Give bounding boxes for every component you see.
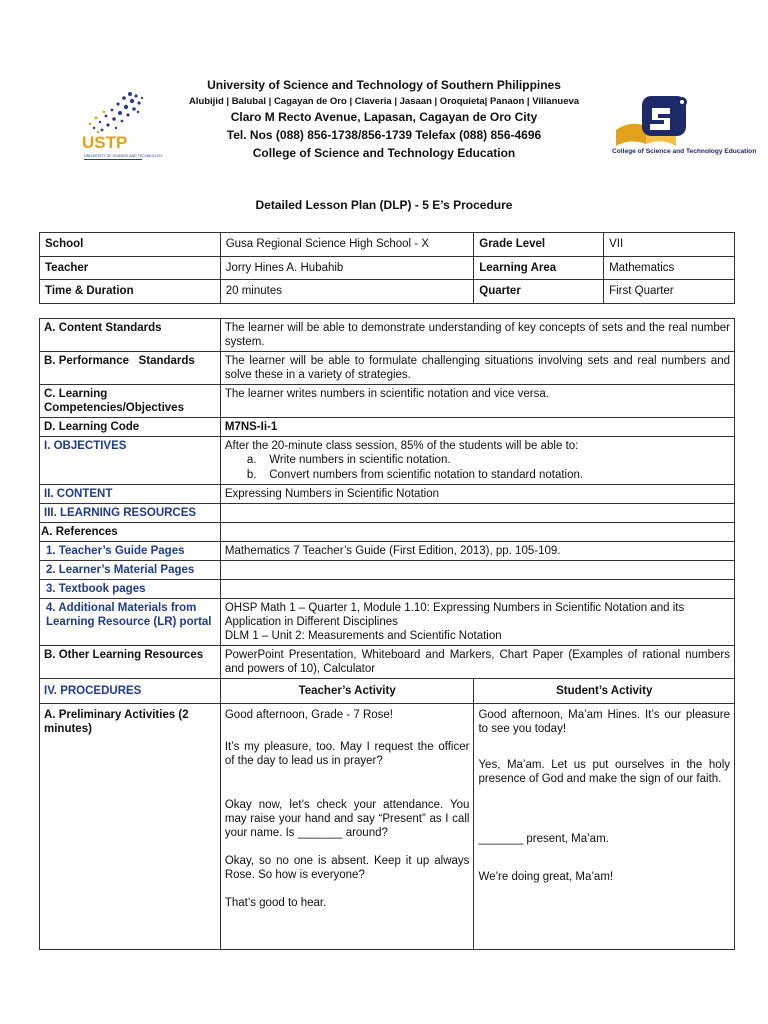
table-row [40,418,735,437]
student-line: We’re doing great, Ma’am! [478,871,614,883]
content-value: Expressing Numbers in Scientific Notation [220,485,734,504]
teacher-line: Okay now, let’s check your attendance. You may raise your hand and say “Present” as I call your name. Is _______ around? [224,799,470,839]
teacher-activity-header: Teacher’s Activity [220,679,474,704]
additional-materials-label: 4. Additional Materials from Learning Resource (LR) portal [40,599,221,646]
ustp-logo [78,88,163,166]
quarter-value: First Quarter [604,280,735,304]
table-row [40,523,735,542]
student-line: Yes, Ma’am. Let us put ourselves in the holy presence of God and make the sign of our faith. [478,759,730,785]
document-header [0,0,768,190]
learners-material-label: 2. Learner’s Material Pages [40,561,221,580]
procedures-label: IV. PROCEDURES [40,679,221,704]
student-activity-cell [474,704,735,950]
performance-standards-value: The learner will be able to formulate challenging situations involving sets and real numbers and solve these in a variety of strategies. [220,352,734,385]
university-name: University of Science and Technology of Southern Philippines [207,78,561,92]
preliminary-activities-label: A. Preliminary Activities (2 minutes) [40,704,221,950]
grade-level-value: VII [604,233,735,257]
school-label: School [40,233,221,257]
student-activity-header: Student’s Activity [474,679,735,704]
ustp-logo-subtext: UNIVERSITY OF SCIENCE AND TECHNOLOGY [84,154,163,158]
learning-code-value: M7NS-Ii-1 [220,418,734,437]
teacher-activity-cell [220,704,474,950]
teacher-value: Jorry Hines A. Hubahib [220,256,474,280]
teacher-line: Okay, so no one is absent. Keep it up always Rose. So how is everyone? [224,855,470,881]
other-resources-label: B. Other Learning Resources [40,646,221,679]
table-row [40,352,735,385]
table-row [40,280,735,304]
teacher-line: It’s my pleasure, too. May I request the officer of the day to lead us in prayer? [224,741,470,767]
table-row [40,485,735,504]
content-standards-label: A. Content Standards [40,319,221,352]
objectives-label: I. OBJECTIVES [40,437,221,485]
performance-standards-label: B. Performance Standards [40,352,221,385]
table-row [40,504,735,523]
learning-code-label: D. Learning Code [40,418,221,437]
additional-material-2: DLM 1 – Unit 2: Measurements and Scientific Notation [224,630,502,642]
table-row [40,542,735,561]
list-item: a. Write numbers in scientific notation. [246,454,451,466]
telephone-numbers: Tel. Nos (088) 856-1738/856-1739 Telefax (088) 856-4696 [226,128,542,142]
student-line: _______ present, Ma’am. [478,833,609,845]
table-row [40,385,735,418]
time-duration-value: 20 minutes [220,280,474,304]
textbook-pages-value [220,580,734,599]
teachers-guide-label: 1. Teacher’s Guide Pages [40,542,221,561]
learning-resources-value [220,504,734,523]
learning-area-value: Mathematics [604,256,735,280]
additional-materials-cell [220,599,734,646]
table-row [40,561,735,580]
time-duration-label: Time & Duration [40,280,221,304]
table-row [40,437,735,485]
table-row [40,580,735,599]
teachers-guide-value: Mathematics 7 Teacher’s Guide (First Edition, 2013), pp. 105-109. [220,542,734,561]
competencies-label: C. Learning Competencies/Objectives [40,385,221,418]
campus-list: Alubijid | Balubal | Cagayan de Oro | Claveria | Jasaan | Oroquieta| Panaon | Villanueva [188,96,580,107]
learning-resources-label: III. LEARNING RESOURCES [40,504,221,523]
grade-level-label: Grade Level [474,233,604,257]
objectives-list [225,453,730,482]
lesson-plan-table [39,318,735,950]
ustp-logo-text: USTP [82,133,128,152]
college-name: College of Science and Technology Education [252,146,516,160]
teacher-line: Good afternoon, Grade - 7 Rose! [224,709,393,721]
objectives-cell [220,437,734,485]
university-address: Claro M Recto Avenue, Lapasan, Cagayan de Oro City [230,110,538,124]
other-resources-value: PowerPoint Presentation, Whiteboard and Markers, Chart Paper (Examples of rational numbers and powers of 10), Calculator [220,646,734,679]
content-label: II. CONTENT [40,485,221,504]
learners-material-value [220,561,734,580]
cste-logo [608,90,757,166]
objectives-intro: After the 20-minute class session, 85% of the students will be able to: [224,440,579,452]
lesson-info-table [39,232,735,304]
table-row [40,646,735,679]
table-row [40,704,735,950]
teacher-line: That’s good to hear. [224,897,327,909]
list-item: b. Convert numbers from scientific notation to standard notation. [246,468,584,481]
references-value [220,523,734,542]
cste-logo-text: College of Science and Technology Education [612,148,757,155]
table-row [40,319,735,352]
quarter-label: Quarter [474,280,604,304]
school-value: Gusa Regional Science High School - X [220,233,474,257]
table-row [40,679,735,704]
table-row [40,233,735,257]
table-row [40,256,735,280]
references-label: A. References [40,523,221,542]
table-row [40,599,735,646]
teacher-label: Teacher [40,256,221,280]
textbook-pages-label: 3. Textbook pages [40,580,221,599]
competencies-value: The learner writes numbers in scientific notation and vice versa. [220,385,734,418]
document-title: Detailed Lesson Plan (DLP) - 5 E’s Procedure [255,198,513,212]
learning-area-label: Learning Area [474,256,604,280]
content-standards-value: The learner will be able to demonstrate understanding of key concepts of sets and the real number system. [220,319,734,352]
student-line: Good afternoon, Ma’am Hines. It’s our pleasure to see you today! [478,709,730,735]
additional-material-1: OHSP Math 1 – Quarter 1, Module 1.10: Expressing Numbers in Scientific Notation and its Application in Different Disciplines [224,602,685,628]
